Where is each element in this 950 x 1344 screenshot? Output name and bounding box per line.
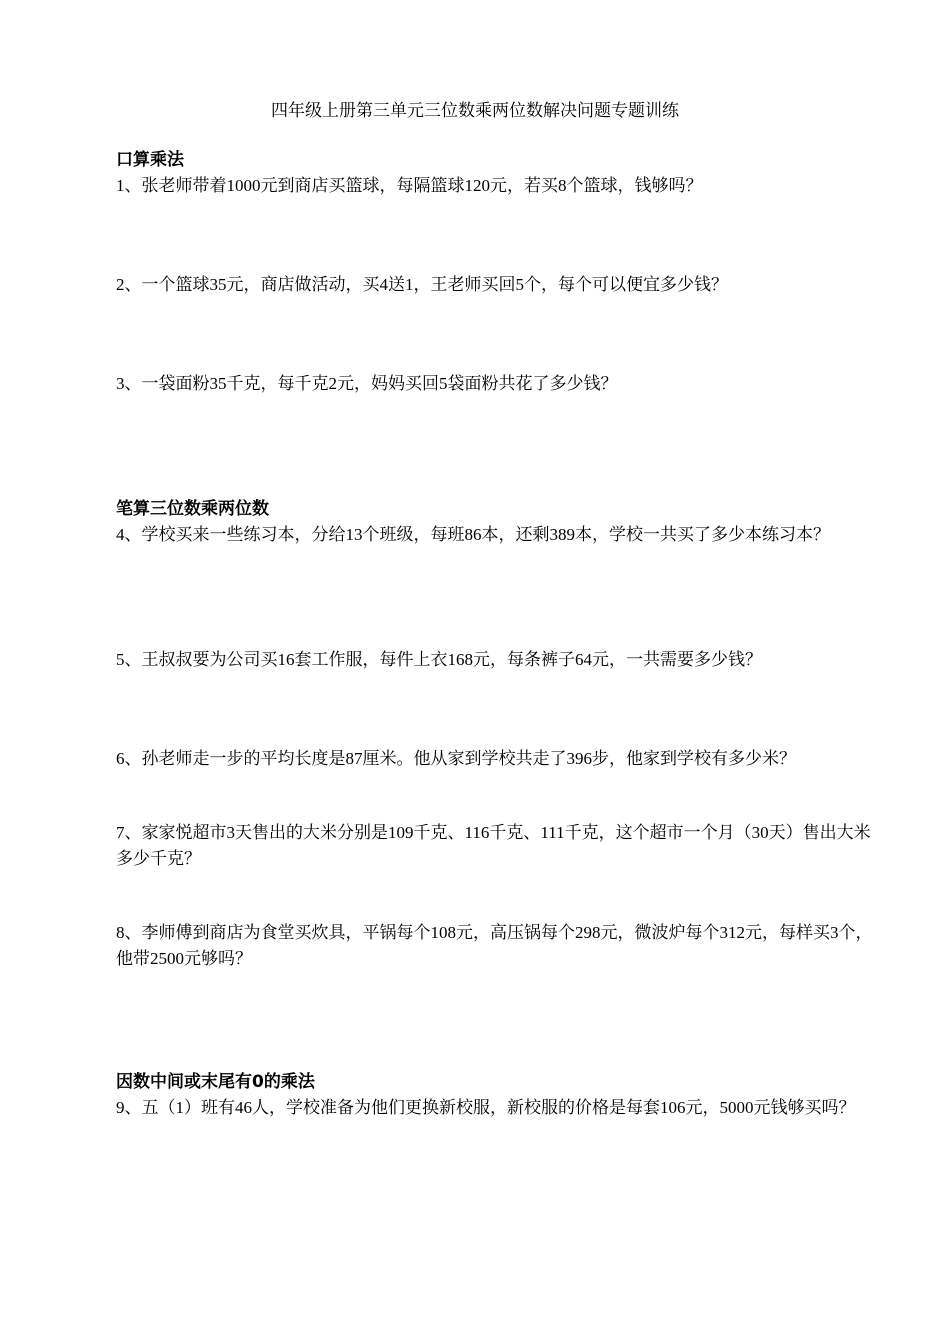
section-heading-zero-factor-multiplication: 因数中间或末尾有0的乘法: [116, 1072, 315, 1092]
question-5: 5、王叔叔要为公司买16套工作服，每件上衣168元，每条裤子64元，一共需要多少钱？: [116, 650, 762, 669]
question-1: 1、张老师带着1000元到商店买篮球，每隔篮球120元，若买8个篮球，钱够吗？: [116, 176, 703, 195]
section-heading-written-multiplication: 笔算三位数乘两位数: [116, 499, 269, 519]
question-3: 3、一袋面粉35千克，每千克2元，妈妈买回5袋面粉共花了多少钱？: [116, 374, 618, 393]
question-7: 7、家家悦超市3天售出的大米分别是109千克、116千克、111千克，这个超市一个月（30天）售出大米多少千克？: [116, 823, 871, 868]
section-heading-oral-multiplication: 口算乘法: [116, 150, 184, 170]
question-8: 8、李师傅到商店为食堂买炊具，平锅每个108元，高压锅每个298元，微波炉每个312元，每样买3个，他带2500元够吗？: [116, 923, 873, 968]
question-9: 9、五（1）班有46人，学校准备为他们更换新校服，新校服的价格是每套106元，5000元钱够买吗？: [116, 1098, 856, 1117]
question-4: 4、学校买来一些练习本，分给13个班级，每班86本，还剩389本，学校一共买了多少本练习本？: [116, 525, 830, 544]
question-6: 6、孙老师走一步的平均长度是87厘米。他从家到学校共走了396步，他家到学校有多少米？: [116, 749, 796, 768]
worksheet-title: 四年级上册第三单元三位数乘两位数解决问题专题训练: [271, 101, 679, 121]
question-2: 2、一个篮球35元，商店做活动，买4送1，王老师买回5个，每个可以便宜多少钱？: [116, 275, 728, 294]
